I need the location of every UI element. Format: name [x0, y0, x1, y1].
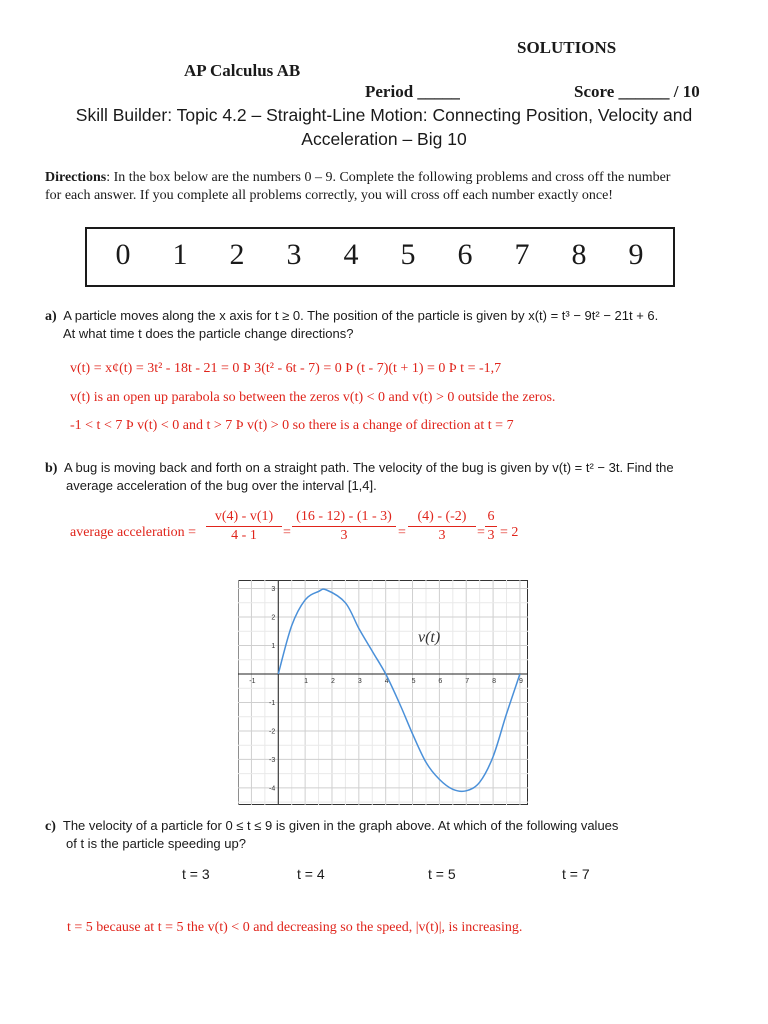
question-b-label: b [45, 461, 53, 476]
y-tick-label: 2 [271, 614, 276, 622]
option-t-7[interactable]: t = 7 [562, 866, 590, 882]
solution-b-fraction-1 [206, 509, 282, 544]
y-tick-label: -1 [269, 699, 276, 707]
fraction-4-denominator: 3 [487, 528, 495, 543]
solution-b-fraction-3 [408, 509, 476, 544]
solutions-label: SOLUTIONS [517, 38, 617, 57]
page-title-line-1: Skill Builder: Topic 4.2 – Straight-Line Motion: Connecting Position, Velocity and [75, 105, 693, 125]
x-tick-label: 4 [384, 677, 389, 685]
question-a-text-1: A particle moves along the x axis for t ≥ 0. The position of the particle is given by x(t) = t³ − 9t² − 21t + 6. [63, 308, 659, 323]
course-title: AP Calculus AB [184, 61, 301, 80]
x-tick-label: 9 [518, 677, 523, 685]
question-c-text-1: The velocity of a particle for 0 ≤ t ≤ 9 is given in the graph above. At which of the following values [62, 818, 619, 833]
solution-c: t = 5 because at t = 5 the v(t) < 0 and decreasing so the speed, |v(t)|, is increasing. [67, 920, 523, 935]
curve-label: v(t) [418, 629, 441, 646]
solution-b-fraction-4 [485, 509, 497, 544]
x-tick-label: 3 [357, 677, 362, 685]
solution-b-label: average acceleration = [70, 525, 197, 540]
graph-frame [239, 581, 528, 805]
answer-number-4[interactable]: 4 [343, 238, 359, 271]
y-tick-label: 1 [271, 643, 276, 651]
y-tick-label: 3 [271, 586, 276, 594]
question-b-text-2: average acceleration of the bug over the interval [1,4]. [66, 478, 377, 493]
answer-number-box [85, 227, 675, 287]
y-tick-label: -2 [269, 728, 276, 736]
equals-sign-3: = [477, 525, 485, 540]
question-c-text-2: of t is the particle speeding up? [66, 836, 246, 851]
fraction-4-numerator: 6 [487, 509, 495, 524]
x-tick-label: -1 [249, 677, 256, 685]
x-tick-label: 7 [465, 677, 470, 685]
x-tick-label: 5 [411, 677, 416, 685]
question-c-label: c [45, 819, 52, 834]
question-c: c) The velocity of a particle for 0 ≤ t ≤ 9 is given in the graph above. At which of the following values of t is the particle speeding up? [45, 817, 745, 852]
fraction-2-numerator: (16 - 12) - (1 - 3) [296, 509, 392, 524]
solution-b-fraction-2 [292, 509, 396, 544]
solution-b-result: = 2 [500, 525, 519, 540]
solution-a-line-1: v(t) = x¢(t) = 3t² - 18t - 21 = 0 Þ 3(t² - 6t - 7) = 0 Þ (t - 7)(t + 1) = 0 Þ t = -1,7 [70, 361, 502, 376]
solution-a-line-2: v(t) is an open up parabola so between the zeros v(t) < 0 and v(t) > 0 outside the zeros. [70, 390, 556, 405]
answer-number-9[interactable]: 9 [628, 238, 644, 271]
answer-number-6[interactable]: 6 [457, 238, 473, 271]
directions-text-2: for each answer. If you complete all problems correctly, you will cross off each number exactly once! [45, 188, 613, 203]
answer-number-7[interactable]: 7 [514, 238, 530, 271]
fraction-3-denominator: 3 [438, 528, 446, 543]
answer-number-1[interactable]: 1 [172, 238, 188, 271]
answer-number-3[interactable]: 3 [286, 238, 302, 271]
score-field: Score ______ / 10 [574, 82, 700, 101]
answer-number-5[interactable]: 5 [400, 238, 416, 271]
answer-number-8[interactable]: 8 [571, 238, 587, 271]
option-t-4[interactable]: t = 4 [297, 866, 325, 882]
velocity-graph [238, 580, 528, 805]
equals-sign-2: = [398, 525, 406, 540]
directions [45, 169, 745, 205]
question-a: a) A particle moves along the x axis for t ≥ 0. The position of the particle is given by x(t) = t³ − 9t² − 21t + 6. At what time t does the particle change directions? [45, 307, 745, 342]
answer-number-0[interactable]: 0 [115, 238, 131, 271]
answer-number-2[interactable]: 2 [229, 238, 245, 271]
fraction-1-numerator: v(4) - v(1) [214, 509, 274, 524]
x-tick-label: 1 [304, 677, 309, 685]
question-a-text-2: At what time t does the particle change directions? [63, 326, 354, 341]
fraction-1-denominator: 4 - 1 [231, 528, 257, 543]
page-title-line-2: Acceleration – Big 10 [301, 129, 467, 149]
question-b: b) A bug is moving back and forth on a straight path. The velocity of the bug is given by v(t) = t² − 3t. Find the average acceleration of the bug over the interval [1,4]. [45, 459, 745, 494]
option-t-5[interactable]: t = 5 [428, 866, 456, 882]
option-t-3[interactable]: t = 3 [182, 866, 210, 882]
solution-a-line-3: -1 < t < 7 Þ v(t) < 0 and t > 7 Þ v(t) > 0 so there is a change of direction at t = 7 [70, 418, 514, 433]
question-b-text-1: A bug is moving back and forth on a straight path. The velocity of the bug is given by v(t) = t² − 3t. Find the [63, 460, 674, 475]
directions-text-1: : In the box below are the numbers 0 – 9. Complete the following problems and cross off the number [106, 170, 671, 185]
y-tick-label: -4 [269, 785, 276, 793]
y-tick-label: -3 [269, 756, 276, 764]
fraction-2-denominator: 3 [340, 528, 348, 543]
equals-sign-1: = [283, 525, 291, 540]
question-a-label: a [45, 309, 52, 324]
period-field: Period _____ [365, 82, 460, 101]
fraction-3-numerator: (4) - (-2) [417, 509, 467, 524]
directions-label: Directions [45, 170, 107, 185]
x-tick-label: 2 [331, 677, 335, 685]
x-tick-label: 8 [492, 677, 497, 685]
x-tick-label: 6 [438, 677, 443, 685]
